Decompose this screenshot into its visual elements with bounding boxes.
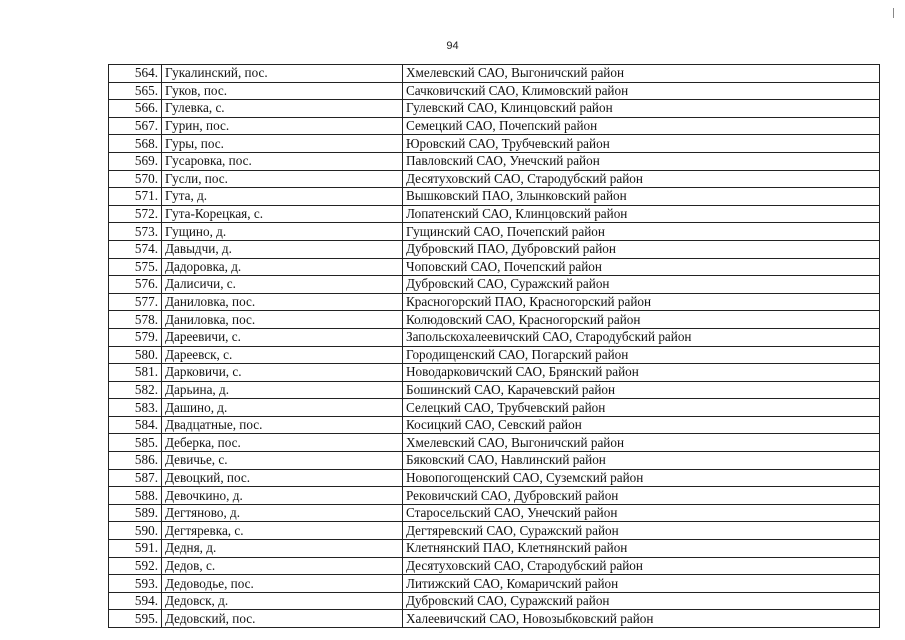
administrative-unit: Дубровский ПАО, Дубровский район	[403, 240, 880, 258]
settlement-name: Дарковичи, с.	[162, 364, 403, 382]
row-number: 572.	[109, 205, 162, 223]
table-row	[109, 364, 880, 382]
row-number: 570.	[109, 170, 162, 188]
table-row	[109, 152, 880, 170]
administrative-unit: Колюдовский САО, Красногорский район	[403, 311, 880, 329]
table-row	[109, 469, 880, 487]
table-row	[109, 346, 880, 364]
table-row	[109, 504, 880, 522]
settlement-name: Даниловка, пос.	[162, 293, 403, 311]
table-row	[109, 610, 880, 628]
administrative-unit: Дубровский САО, Суражский район	[403, 276, 880, 294]
administrative-unit: Селецкий САО, Трубчевский район	[403, 399, 880, 417]
row-number: 574.	[109, 240, 162, 258]
table-row	[109, 100, 880, 118]
table-row	[109, 82, 880, 100]
administrative-unit: Запольскохалеевичский САО, Стародубский район	[403, 328, 880, 346]
table-row	[109, 399, 880, 417]
settlement-name: Дарьина, д.	[162, 381, 403, 399]
settlement-name: Дедовск, д.	[162, 592, 403, 610]
table-row	[109, 311, 880, 329]
settlement-name: Девичье, с.	[162, 452, 403, 470]
administrative-unit: Юровский САО, Трубчевский район	[403, 135, 880, 153]
row-number: 576.	[109, 276, 162, 294]
table-body	[109, 65, 880, 628]
row-number: 575.	[109, 258, 162, 276]
table-row	[109, 293, 880, 311]
settlements-table	[108, 64, 880, 628]
settlement-name: Дареевск, с.	[162, 346, 403, 364]
row-number: 573.	[109, 223, 162, 241]
settlement-name: Гута, д.	[162, 188, 403, 206]
administrative-unit: Дубровский САО, Суражский район	[403, 592, 880, 610]
settlement-name: Гуры, пос.	[162, 135, 403, 153]
administrative-unit: Сачковичский САО, Климовский район	[403, 82, 880, 100]
table-row	[109, 170, 880, 188]
administrative-unit: Старосельский САО, Унечский район	[403, 504, 880, 522]
table-row	[109, 575, 880, 593]
settlement-name: Гусли, пос.	[162, 170, 403, 188]
row-number: 582.	[109, 381, 162, 399]
table-row	[109, 135, 880, 153]
administrative-unit: Гулевский САО, Клинцовский район	[403, 100, 880, 118]
row-number: 567.	[109, 117, 162, 135]
row-number: 593.	[109, 575, 162, 593]
table-row	[109, 557, 880, 575]
administrative-unit: Косицкий САО, Севский район	[403, 416, 880, 434]
table-row	[109, 522, 880, 540]
table-row	[109, 188, 880, 206]
administrative-unit: Бяковский САО, Навлинский район	[403, 452, 880, 470]
settlement-name: Давыдчи, д.	[162, 240, 403, 258]
settlement-name: Гурин, пос.	[162, 117, 403, 135]
settlement-name: Девоцкий, пос.	[162, 469, 403, 487]
administrative-unit: Литижский САО, Комаричский район	[403, 575, 880, 593]
row-number: 585.	[109, 434, 162, 452]
settlement-name: Дадоровка, д.	[162, 258, 403, 276]
page-edge-mark	[893, 8, 894, 18]
settlement-name: Дегтяревка, с.	[162, 522, 403, 540]
row-number: 568.	[109, 135, 162, 153]
row-number: 595.	[109, 610, 162, 628]
table-row	[109, 223, 880, 241]
settlement-name: Двадцатные, пос.	[162, 416, 403, 434]
settlement-name: Гущино, д.	[162, 223, 403, 241]
administrative-unit: Семецкий САО, Почепский район	[403, 117, 880, 135]
administrative-unit: Дегтяревский САО, Суражский район	[403, 522, 880, 540]
row-number: 584.	[109, 416, 162, 434]
administrative-unit: Лопатенский САО, Клинцовский район	[403, 205, 880, 223]
table-row	[109, 258, 880, 276]
settlement-name: Далисичи, с.	[162, 276, 403, 294]
table-row	[109, 592, 880, 610]
settlement-name: Гукалинский, пос.	[162, 65, 403, 83]
settlement-name: Гута-Корецкая, с.	[162, 205, 403, 223]
row-number: 581.	[109, 364, 162, 382]
table-row	[109, 416, 880, 434]
row-number: 588.	[109, 487, 162, 505]
administrative-unit: Клетнянский ПАО, Клетнянский район	[403, 540, 880, 558]
administrative-unit: Новопогощенский САО, Суземский район	[403, 469, 880, 487]
table-row	[109, 205, 880, 223]
row-number: 589.	[109, 504, 162, 522]
row-number: 569.	[109, 152, 162, 170]
row-number: 565.	[109, 82, 162, 100]
administrative-unit: Десятуховский САО, Стародубский район	[403, 170, 880, 188]
administrative-unit: Вышковский ПАО, Злынковский район	[403, 188, 880, 206]
row-number: 586.	[109, 452, 162, 470]
settlement-name: Даниловка, пос.	[162, 311, 403, 329]
administrative-unit: Рековичский САО, Дубровский район	[403, 487, 880, 505]
administrative-unit: Городищенский САО, Погарский район	[403, 346, 880, 364]
administrative-unit: Чоповский САО, Почепский район	[403, 258, 880, 276]
table-row	[109, 434, 880, 452]
administrative-unit: Красногорский ПАО, Красногорский район	[403, 293, 880, 311]
row-number: 571.	[109, 188, 162, 206]
settlement-name: Дедоводье, пос.	[162, 575, 403, 593]
table-row	[109, 117, 880, 135]
administrative-unit: Хмелевский САО, Выгоничский район	[403, 65, 880, 83]
row-number: 578.	[109, 311, 162, 329]
row-number: 592.	[109, 557, 162, 575]
settlement-name: Девочкино, д.	[162, 487, 403, 505]
table-row	[109, 487, 880, 505]
table-row	[109, 65, 880, 83]
settlement-name: Дедов, с.	[162, 557, 403, 575]
administrative-unit: Новодарковичский САО, Брянский район	[403, 364, 880, 382]
administrative-unit: Десятуховский САО, Стародубский район	[403, 557, 880, 575]
row-number: 590.	[109, 522, 162, 540]
settlement-name: Гулевка, с.	[162, 100, 403, 118]
settlement-name: Гусаровка, пос.	[162, 152, 403, 170]
row-number: 591.	[109, 540, 162, 558]
settlement-name: Дегтяново, д.	[162, 504, 403, 522]
settlement-name: Дареевичи, с.	[162, 328, 403, 346]
table-row	[109, 452, 880, 470]
row-number: 566.	[109, 100, 162, 118]
table-row	[109, 381, 880, 399]
administrative-unit: Хмелевский САО, Выгоничский район	[403, 434, 880, 452]
administrative-unit: Бошинский САО, Карачевский район	[403, 381, 880, 399]
administrative-unit: Павловский САО, Унечский район	[403, 152, 880, 170]
row-number: 594.	[109, 592, 162, 610]
administrative-unit: Халеевичский САО, Новозыбковский район	[403, 610, 880, 628]
settlement-name: Дедня, д.	[162, 540, 403, 558]
page-number: 94	[446, 40, 459, 52]
administrative-unit: Гущинский САО, Почепский район	[403, 223, 880, 241]
row-number: 579.	[109, 328, 162, 346]
table-row	[109, 540, 880, 558]
row-number: 564.	[109, 65, 162, 83]
table-row	[109, 276, 880, 294]
row-number: 583.	[109, 399, 162, 417]
row-number: 580.	[109, 346, 162, 364]
row-number: 587.	[109, 469, 162, 487]
table-row	[109, 240, 880, 258]
table-row	[109, 328, 880, 346]
settlement-name: Дашино, д.	[162, 399, 403, 417]
settlement-name: Деберка, пос.	[162, 434, 403, 452]
settlement-name: Дедовский, пос.	[162, 610, 403, 628]
row-number: 577.	[109, 293, 162, 311]
settlement-name: Гуков, пос.	[162, 82, 403, 100]
